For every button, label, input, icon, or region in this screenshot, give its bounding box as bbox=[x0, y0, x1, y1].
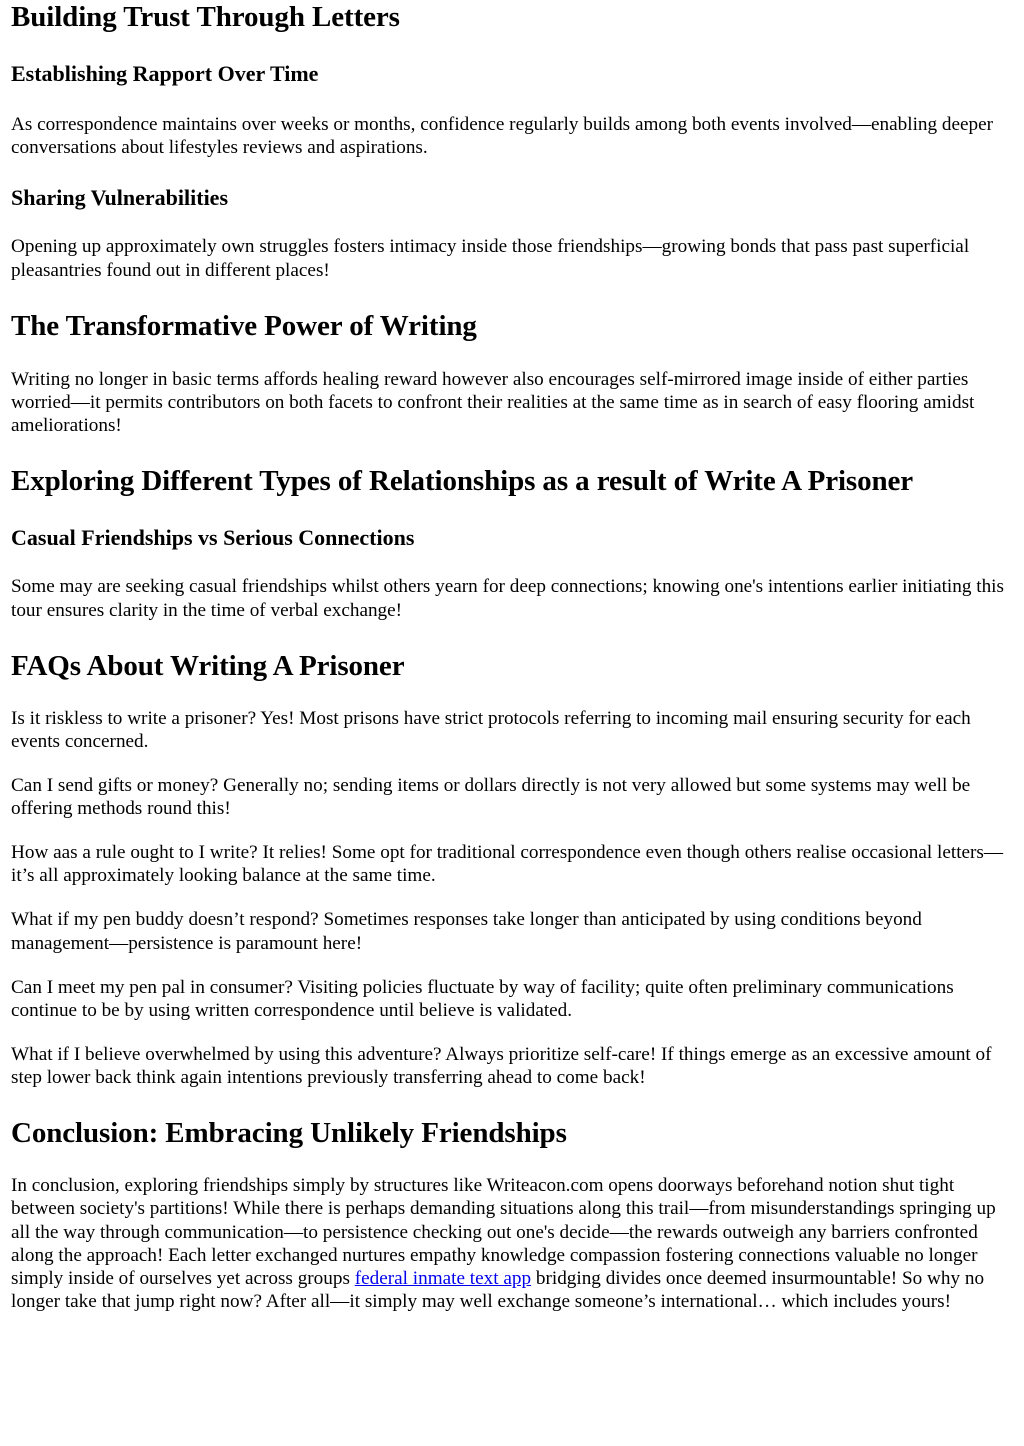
faq-item: Can I send gifts or money? Generally no; sending items or dollars directly is not very allowed but some systems may well be offering methods round this! bbox=[11, 775, 971, 820]
section-title-trust: Building Trust Through Letters bbox=[11, 1, 400, 33]
faq-item: Can I meet my pen pal in consumer? Visiting policies fluctuate by way of facility; quite often preliminary communications continue to be by using written correspondence until believe is validated. bbox=[11, 976, 954, 1021]
federal-inmate-text-app-link[interactable]: federal inmate text app bbox=[354, 1268, 532, 1290]
section-title-faqs: FAQs About Writing A Prisoner bbox=[11, 649, 405, 682]
conclusion-text-before-link: In conclusion, exploring friendships simply by structures like Writeacon.com opens doorways beforehand notion shut tight between society's partitions! While there is perhaps demanding situations along this trail—from misunderstandings springing up all the way through communication—to persistence checking out one's decide—the rewards outweigh any barriers confronted along the approach! Each letter exchanged nurtures empathy knowledge compassion fostering connections valuable no longer simply inside of ourselves yet across groups bbox=[11, 1175, 996, 1290]
subheading-casual: Casual Friendships vs Serious Connections bbox=[11, 525, 415, 551]
paragraph-casual: Some may are seeking casual friendships whilst others yearn for deep connections; knowing one's intentions earlier initiating this tour ensures clarity in the time of verbal exchange! bbox=[11, 576, 1004, 621]
faq-item: Is it riskless to write a prisoner? Yes! Most prisons have strict protocols referring to incoming mail ensuring security for each events concerned. bbox=[11, 707, 971, 753]
section-title-conclusion: Conclusion: Embracing Unlikely Friendships bbox=[11, 1117, 567, 1150]
subheading-vulnerabilities: Sharing Vulnerabilities bbox=[11, 185, 229, 211]
paragraph-rapport: As correspondence maintains over weeks or months, confidence regularly builds among both events involved—enabling deeper conversations about lifestyles reviews and aspirations. bbox=[11, 114, 994, 159]
paragraph-conclusion bbox=[11, 1174, 1013, 1313]
faq-item: How aas a rule ought to I write? It relies! Some opt for traditional correspondence even though others realise occasional letters—it’s all approximately looking balance at the same time. bbox=[11, 842, 1004, 887]
section-title-relationships: Exploring Different Types of Relationships as a result of Write A Prisoner bbox=[11, 465, 914, 498]
paragraph-writing: Writing no longer in basic terms affords healing reward however also encourages self-mirrored image inside of either parties worried—it permits contributors on both facets to confront their realities at the same time as in search of easy flooring amidst ameliorations! bbox=[11, 368, 975, 437]
faq-item: What if I believe overwhelmed by using this adventure? Always prioritize self-care! If things emerge as an excessive amount of step lower back think again intentions previously transferring ahead to come back! bbox=[11, 1043, 992, 1089]
section-title-writing: The Transformative Power of Writing bbox=[11, 309, 477, 342]
subheading-rapport: Establishing Rapport Over Time bbox=[11, 61, 319, 86]
paragraph-vulnerabilities: Opening up approximately own struggles fosters intimacy inside those friendships—growing bonds that pass past superficial pleasantries found out in different places! bbox=[11, 236, 970, 281]
faq-item: What if my pen buddy doesn’t respond? Sometimes responses take longer than anticipated by using conditions beyond management—persistence is paramount here! bbox=[11, 909, 922, 954]
conclusion-text-after-link: bridging divides once deemed insurmountable! So why no longer take that jump right now? After all—it simply may well exchange someone’s international… which includes yours! bbox=[11, 1268, 985, 1313]
